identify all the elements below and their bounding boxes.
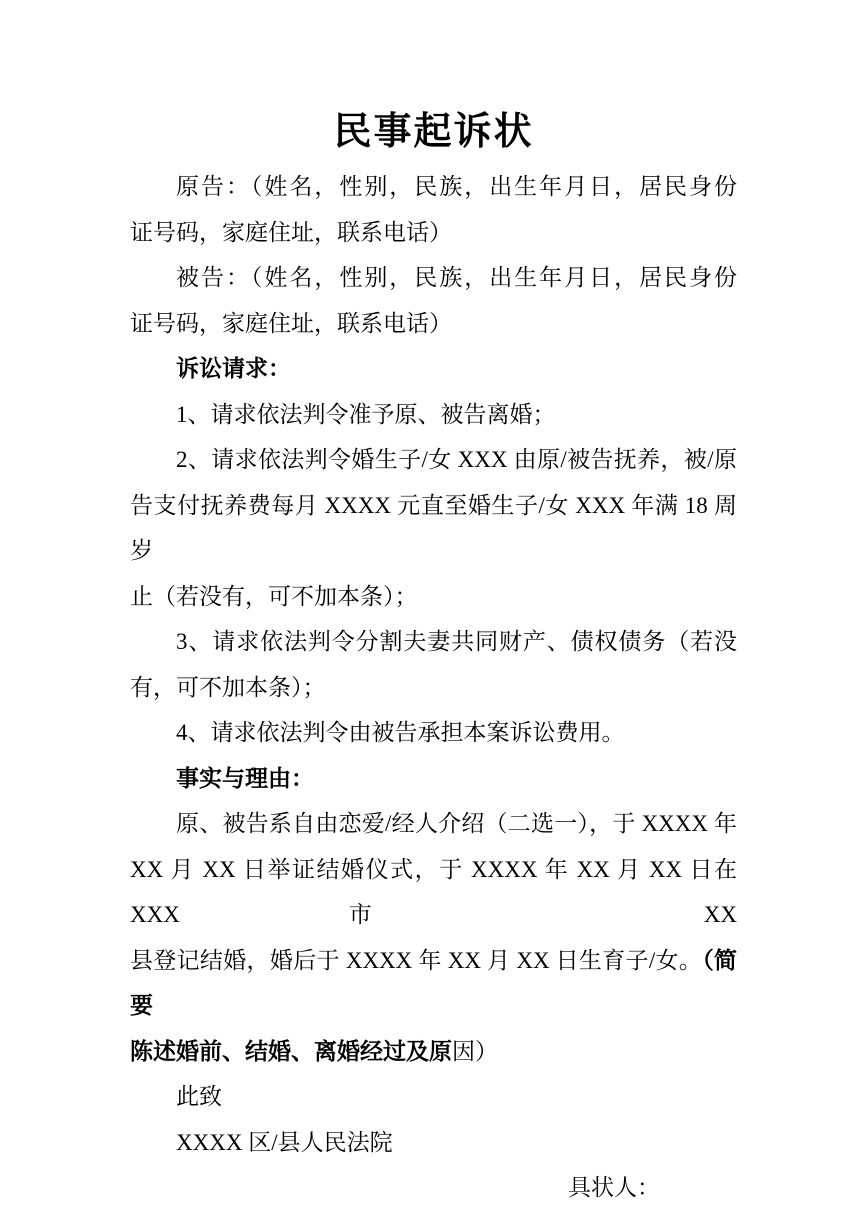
claim-item-2-line-3: 止（若没有，可不加本条）； [130, 583, 418, 609]
defendant-paragraph-line-1: 被告：（姓名，性别，民族，出生年月日，居民身份 [176, 265, 737, 290]
closing-court-name: XXXX 区/县人民法院 [176, 1129, 393, 1155]
claim-item-2-line-1: 2、请求依法判令婚生子/女 XXX 由原/被告抚养，被/原 [176, 447, 737, 472]
facts-line-2: XX 月 XX 日举证结婚仪式，于 XXXX 年 XX 月 XX 日在 XXX 市 XX [130, 856, 737, 927]
defendant-paragraph-line-2: 证号码，家庭住址，联系电话） [130, 310, 452, 336]
claim-item-4-line-1: 4、请求依法判令由被告承担本案诉讼费用。 [176, 720, 625, 745]
facts-line-4-normal: 因） [452, 1038, 498, 1064]
signature-label: 具状人： [568, 1175, 660, 1200]
document-body [130, 164, 737, 1211]
facts-line-3-bold: （简要 [130, 947, 737, 1018]
claim-item-3-line-2: 有，可不加本条）； [130, 674, 326, 700]
facts-line-4-bold: 陈述婚前、结婚、离婚经过及原 [130, 1038, 452, 1064]
claim-item-1-line-1: 1、请求依法判令准予原、被告离婚； [176, 401, 556, 427]
document-title: 民事起诉状 [333, 111, 534, 153]
claim-item-3-line-1: 3、请求依法判令分割夫妻共同财产、债权债务（若没 [176, 629, 737, 654]
facts-heading: 事实与理由： [176, 765, 314, 791]
facts-line-3 [130, 938, 737, 1029]
plaintiff-paragraph-line-2: 证号码，家庭住址，联系电话） [130, 219, 452, 245]
facts-line-4 [130, 1029, 737, 1075]
plaintiff-paragraph-line-1: 原告：（姓名，性别，民族，出生年月日，居民身份 [176, 174, 737, 199]
claim-item-2-line-2: 告支付抚养费每月 XXXX 元直至婚生子/女 XXX 年满 18 周岁 [130, 492, 737, 563]
claims-heading: 诉讼请求： [176, 356, 291, 381]
facts-line-1: 原、被告系自由恋爱/经人介绍（二选一），于 XXXX 年 [176, 811, 737, 836]
closing-salute: 此致 [176, 1084, 222, 1109]
facts-line-3-normal: 县登记结婚，婚后于 XXXX 年 XX 月 XX 日生育子/女。 [130, 947, 703, 973]
